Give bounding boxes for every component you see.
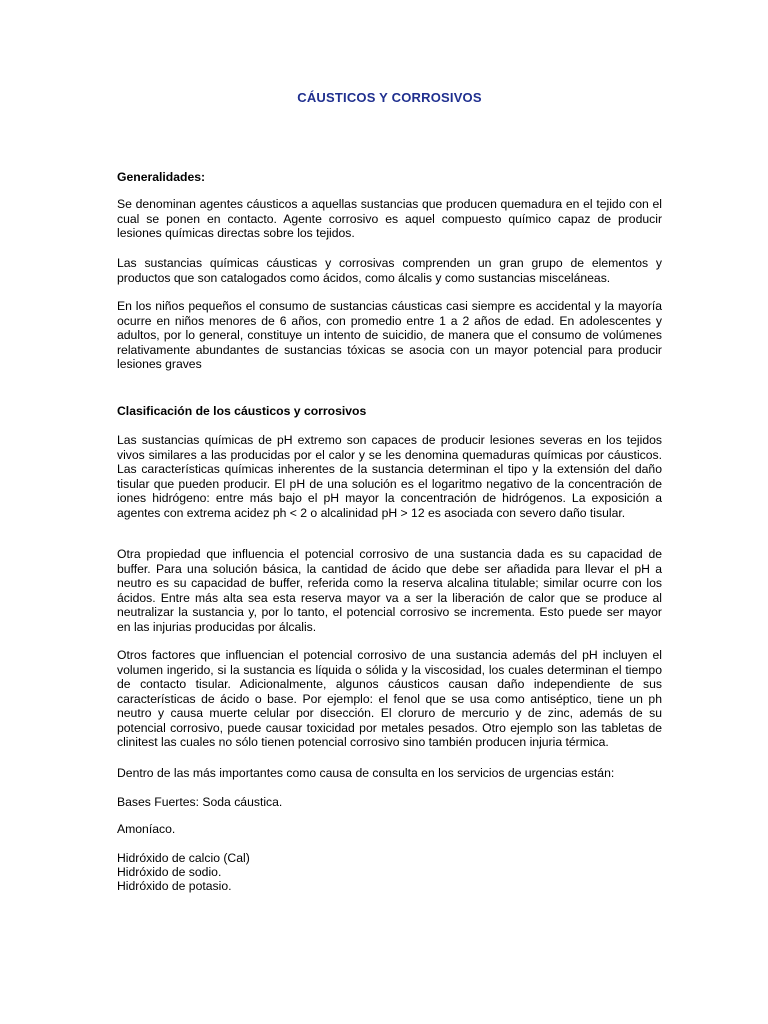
section-heading-clasificacion: Clasificación de los cáusticos y corrosivos <box>117 404 367 418</box>
paragraph-urgencias: Dentro de las más importantes como causa de consulta en los servicios de urgencias están: <box>117 766 615 780</box>
list-item-bases-fuertes: Bases Fuertes: Soda cáustica. <box>117 795 283 809</box>
document-title: CÁUSTICOS Y CORROSIVOS <box>297 90 482 105</box>
paragraph-buffer: Otra propiedad que influencia el potencial corrosivo de una sustancia dada es su capacidad de buffer. Para una solución básica, la cantidad de ácido que debe ser añadida para llevar el pH a neutro es su capacidad de buffer, referida como la reserva alcalina titulable; similar ocurre con los ácidos. Entre más alta sea esta reserva mayor va a ser la liberación de calor que se produce al neutralizar la sustancia y, por lo tanto, el potencial corrosivo se incrementa. Esto puede ser mayor en las injurias producidas por álcalis. <box>117 547 662 634</box>
list-item-hidroxido-potasio: Hidróxido de potasio. <box>117 879 232 893</box>
section-heading-generalidades: Generalidades: <box>117 170 206 184</box>
list-item-hidroxido-sodio: Hidróxido de sodio. <box>117 865 222 879</box>
document-page <box>117 0 662 1024</box>
list-item-amoniaco: Amoníaco. <box>117 822 176 836</box>
paragraph-definicion: Se denominan agentes cáusticos a aquellas sustancias que producen quemadura en el tejido con el cual se ponen en contacto. Agente corrosivo es aquel compuesto químico capaz de producir lesiones químicas directas sobre los tejidos. <box>117 197 662 240</box>
paragraph-ninos: En los niños pequeños el consumo de sustancias cáusticas casi siempre es accidental y la mayoría ocurre en niños menores de 6 años, con promedio entre 1 a 2 años de edad. En adolescentes y adultos, por lo general, constituye un intento de suicidio, de manera que el consumo de volúmenes relativamente abundantes de sustancias tóxicas se asocia con un mayor potencial para producir lesiones graves <box>117 299 662 371</box>
paragraph-sustancias: Las sustancias químicas cáusticas y corrosivas comprenden un gran grupo de elementos y productos que son catalogados como ácidos, como álcalis y como sustancias misceláneas. <box>117 256 662 285</box>
paragraph-otros-factores: Otros factores que influencian el potencial corrosivo de una sustancia además del pH incluyen el volumen ingerido, si la sustancia es líquida o sólida y la viscosidad, los cuales determinan el tiempo de contacto tisular. Adicionalmente, algunos cáusticos causan daño independiente de sus características de ácido o base. Por ejemplo: el fenol que se usa como antiséptico, tiene un ph neutro y causa muerte celular por disección. El cloruro de mercurio y de zinc, además de su potencial corrosivo, puede causar toxicidad por metales pesados. Otro ejemplo son las tabletas de clinitest las cuales no sólo tienen potencial corrosivo sino también producen injuria térmica. <box>117 648 662 749</box>
paragraph-ph-extremo: Las sustancias químicas de pH extremo son capaces de producir lesiones severas en los tejidos vivos similares a las producidas por el calor y se les denomina quemaduras químicas por cáusticos. Las características químicas inherentes de la sustancia determinan el tipo y la extensión del daño tisular que pueden producir. El pH de una solución es el logaritmo negativo de la concentración de iones hidrógeno: entre más bajo el pH mayor la concentración de hidrógenos. La exposición a agentes con extrema acidez ph < 2 o alcalinidad pH > 12 es asociada con severo daño tisular. <box>117 433 662 520</box>
list-item-hidroxido-calcio: Hidróxido de calcio (Cal) <box>117 851 250 865</box>
